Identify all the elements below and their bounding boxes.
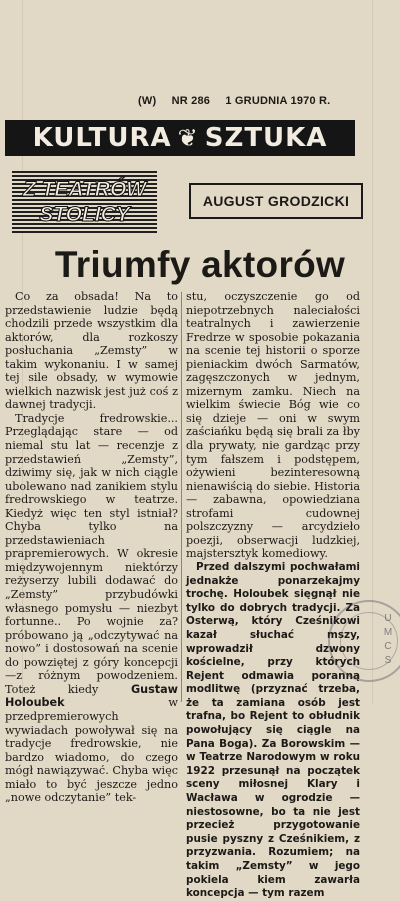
- section-banner: [5, 120, 355, 156]
- column-label-line2: STOLICY: [39, 203, 130, 226]
- stamp-lettering: U M C S: [383, 613, 393, 666]
- ornament-icon: ❦: [177, 124, 199, 152]
- paragraph: Co za obsada! Na to przedstawienie ludzie będą chodzili przede wszystkim dla aktorów, dla rozkoszy posłuchania „Zemsty” w takim wykonaniu. I w samej tej sile obsady, w wymowie wielkich nazwisk jest już coś z dawnej tradycji.: [5, 290, 178, 412]
- paragraph: stu, oczyszczenie go od niepotrzebnych naleciałości teatralnych i zawierzenie Fredrze w sposobie pokazania na scenie tej historii o sporze pieniackim dwóch Sarmatów, zagęszczonych w jednym, mizernym zamku. Niech na wielkim świecie Bóg wie co się dzieje — oni w swym zaściańku będą się brali za łby dla prywaty, nie gardząc przy tym fałszem i podstępem, ożywieni bezinteresowną nienawiścią do siebie. Historia — zabawna, opowiedziana strofami cudownej polszczyzny — arcydzieło poezji, obserwacji ludzkiej, majstersztyk komediowy.: [186, 290, 361, 561]
- issue-number: NR 286: [171, 95, 211, 107]
- paper-mark: (W): [138, 95, 157, 107]
- issue-date: 1 GRUDNIA 1970 R.: [225, 95, 331, 107]
- column-label-box: [12, 171, 157, 233]
- issue-header: [138, 95, 342, 107]
- article-title: Triumfy aktorów: [54, 244, 346, 285]
- banner-right-word: SZTUKA: [204, 123, 328, 153]
- actor-name: Gustaw Holoubek: [5, 682, 178, 710]
- author-byline: AUGUST GRODZICKI: [189, 183, 363, 219]
- paper-fold: [372, 0, 373, 704]
- article-column-1: [5, 290, 178, 805]
- paragraph: [5, 412, 178, 805]
- column-divider: [181, 292, 182, 702]
- column-label-line1: Z TEATRÓW: [22, 178, 147, 201]
- paragraph-text: Tradycje fredrowskie... Przeglądając stare — od niemal stu lat — recenzje z przedstawień „Zemsty”, dziwimy się, jak w nich ciągle ubolewano nad zanikiem stylu fredrowskiego w teatrze. Kiedyż więc ten styl istniał? Chyba tylko na przedstawieniach prapremierowych. W okresie międzywojennym niektórzy reżyserzy lubili dodawać do „Zemsty” przybudówki własnego pomysłu — niezbyt fortunne.. Po wojnie za? próbowano ją „odczytywać na nowo” i dostosowań na scenie do powziętej z góry koncepcji—z różnym powodzeniem. Toteż kiedy: [5, 411, 178, 696]
- paragraph-text: w przedpremierowych wywiadach powoływał się na tradycje fredrowskie, nie bardzo wiadomo, do czego mógł nawiązywać. Chyba więc miało to być jeszcze jedno „nowe odczytanie” tek-: [5, 696, 178, 805]
- paragraph: Przed dalszymi pochwałami jednakże ponarzekajmy trochę. Holoubek sięgnął nie tylko do dobrych tradycji. Za Osterwą, który Cześnikowi kazał słuchać mszy, wprowadził dzwony kościelne, przy których Rejent odmawia poranną modlitwę (przyznać trzeba, że ta zamiana osób jest trafna, bo Rejent to obłudnik powołujący się ciągle na Pana Boga). Za Borowskim — w Teatrze Narodowym w roku 1922 przesunął na początek sceny miłosnej Klary i Wacława w ogrodzie — niestosowne, bo ta nie jest przecież przygotowanie pusie pyszny z Cześnikiem, z przyzwania. Rozumiem; na takim „Zemsty” w jego pokiela kiem zawarła koncepcja — tym razem: [186, 560, 360, 900]
- banner-left-word: KULTURA: [32, 123, 172, 153]
- article-column-2: [186, 290, 360, 901]
